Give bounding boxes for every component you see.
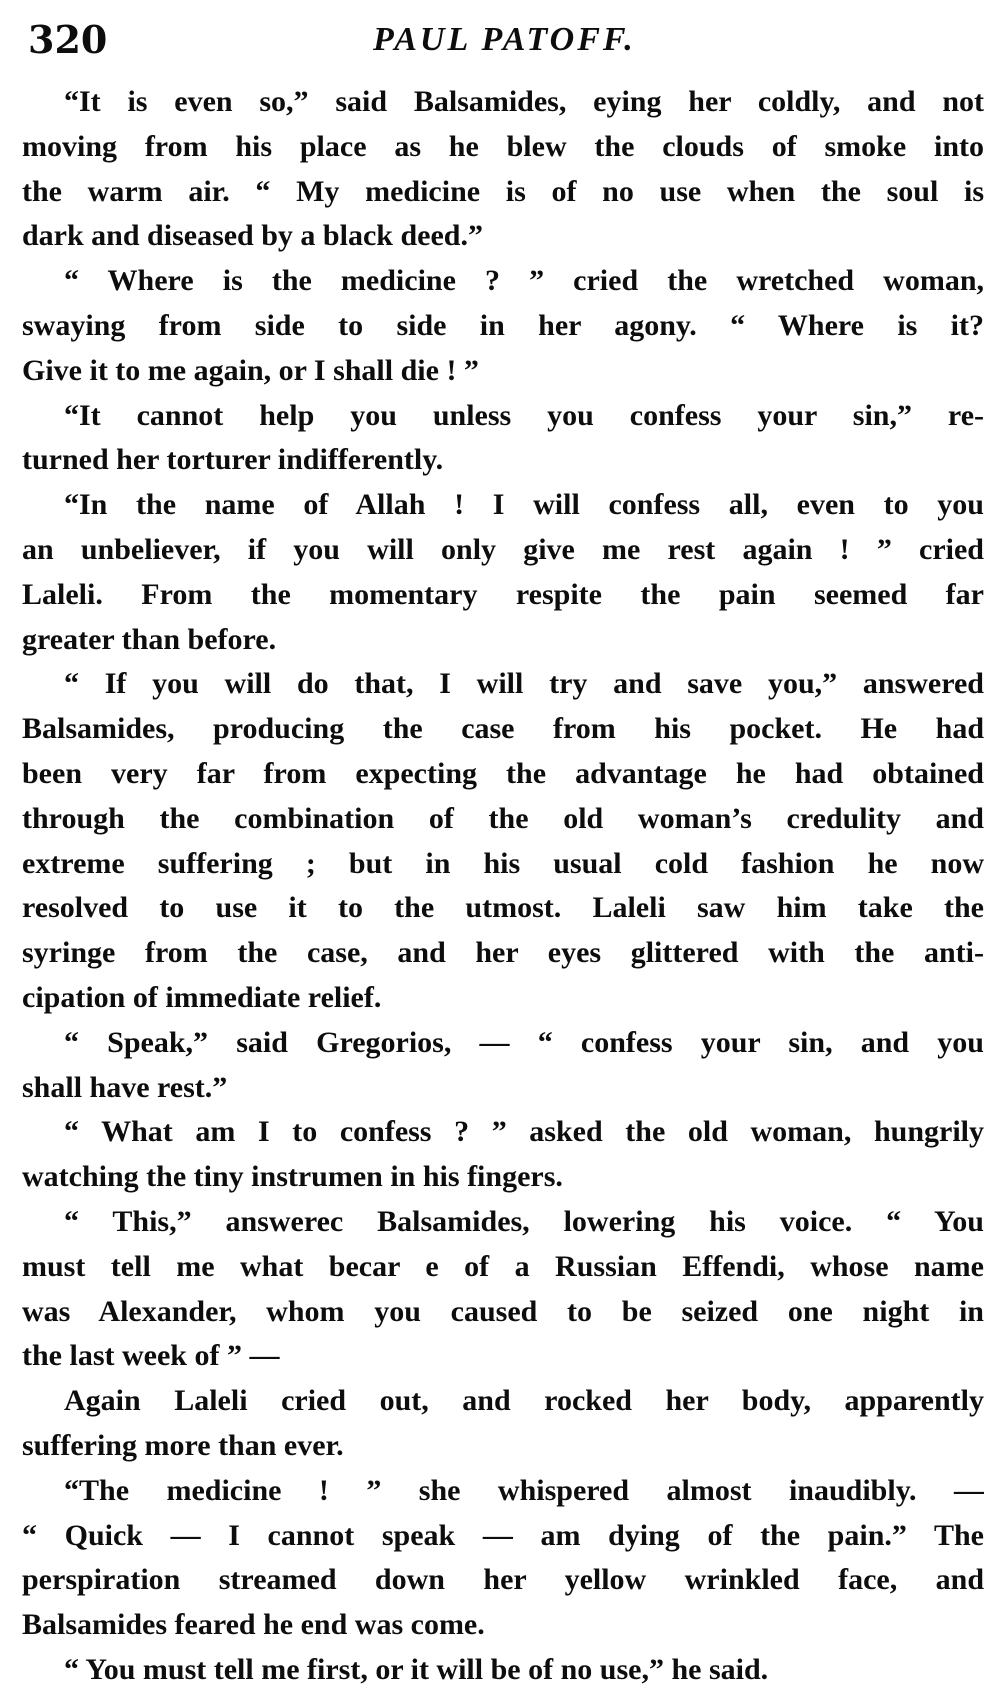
- text-line: watching the tiny instrumen in his fingers.: [22, 1160, 563, 1194]
- paragraph: [22, 1648, 984, 1693]
- page-header: [28, 14, 988, 66]
- paragraph: [22, 259, 984, 393]
- text-line: “ If you will do that, I will try and save you,” answered: [64, 667, 984, 701]
- text-line: the last week of ” —: [22, 1339, 280, 1373]
- text-line: an unbeliever, if you will only give me rest again ! ” cried: [22, 532, 984, 566]
- text-line: resolved to use it to the utmost. Laleli saw him take the: [22, 891, 984, 925]
- paragraph: [22, 1200, 984, 1379]
- text-line: syringe from the case, and her eyes glittered with the anti-: [22, 936, 984, 970]
- text-line: through the combination of the old woman’s credulity and: [22, 801, 984, 835]
- text-line: cipation of immediate relief.: [22, 980, 382, 1014]
- text-line: “It is even so,” said Balsamides, eying her coldly, and not: [64, 85, 984, 118]
- text-line: perspiration streamed down her yellow wrinkled face, and: [22, 1563, 984, 1597]
- paragraph: [22, 662, 984, 1020]
- text-line: Give it to me again, or I shall die ! ”: [22, 353, 479, 387]
- text-line: was Alexander, whom you caused to be seized one night in: [22, 1294, 984, 1328]
- text-line: been very far from expecting the advantage he had obtained: [22, 756, 984, 790]
- text-line: swaying from side to side in her agony. “ Where is it?: [22, 308, 984, 342]
- text-line: moving from his place as he blew the clouds of smoke into: [22, 129, 984, 163]
- paragraph: [22, 1021, 984, 1111]
- text-line: “ Quick — I cannot speak — am dying of the pain.” The: [22, 1518, 984, 1552]
- text-line: Balsamides feared he end was come.: [22, 1608, 485, 1642]
- paragraph: [22, 394, 984, 484]
- text-line: greater than before.: [22, 622, 277, 656]
- text-line: suffering more than ever.: [22, 1428, 344, 1462]
- text-line: Laleli. From the momentary respite the pain seemed far: [22, 577, 984, 611]
- text-line: “In the name of Allah ! I will confess all, even to you: [64, 488, 984, 522]
- text-line: dark and diseased by a black deed.”: [22, 219, 483, 253]
- paragraph: [22, 1379, 984, 1469]
- text-line: Balsamides, producing the case from his pocket. He had: [22, 712, 984, 746]
- text-line: “The medicine ! ” she whispered almost inaudibly. —: [64, 1473, 984, 1507]
- paragraph: [22, 483, 984, 662]
- running-title: PAUL PATOFF.: [373, 21, 636, 58]
- text-line: “ What am I to confess ? ” asked the old woman, hungrily: [64, 1115, 984, 1149]
- text-line: “ You must tell me first, or it will be of no use,” he said.: [64, 1652, 769, 1686]
- paragraph: [22, 80, 984, 259]
- text-line: “ This,” answerec Balsamides, lowering his voice. “ You: [64, 1204, 984, 1238]
- text-line: Again Laleli cried out, and rocked her body, apparently: [64, 1384, 984, 1418]
- paragraph: [22, 1469, 984, 1648]
- text-line: the warm air. “ My medicine is of no use when the soul is: [22, 174, 984, 208]
- text-line: extreme suffering ; but in his usual cold fashion he now: [22, 846, 984, 880]
- paragraph: [22, 1110, 984, 1200]
- text-line: shall have rest.”: [22, 1070, 228, 1104]
- page-number: 320: [28, 17, 108, 62]
- text-line: “ Speak,” said Gregorios, — “ confess your sin, and you: [64, 1025, 984, 1059]
- text-line: “ Where is the medicine ? ” cried the wretched woman,: [64, 264, 984, 298]
- text-line: must tell me what becar e of a Russian Effendi, whose name: [22, 1249, 984, 1283]
- body-text: [22, 80, 984, 1693]
- text-line: turned her torturer indifferently.: [22, 443, 444, 477]
- text-line: “It cannot help you unless you confess your sin,” re-: [64, 398, 984, 432]
